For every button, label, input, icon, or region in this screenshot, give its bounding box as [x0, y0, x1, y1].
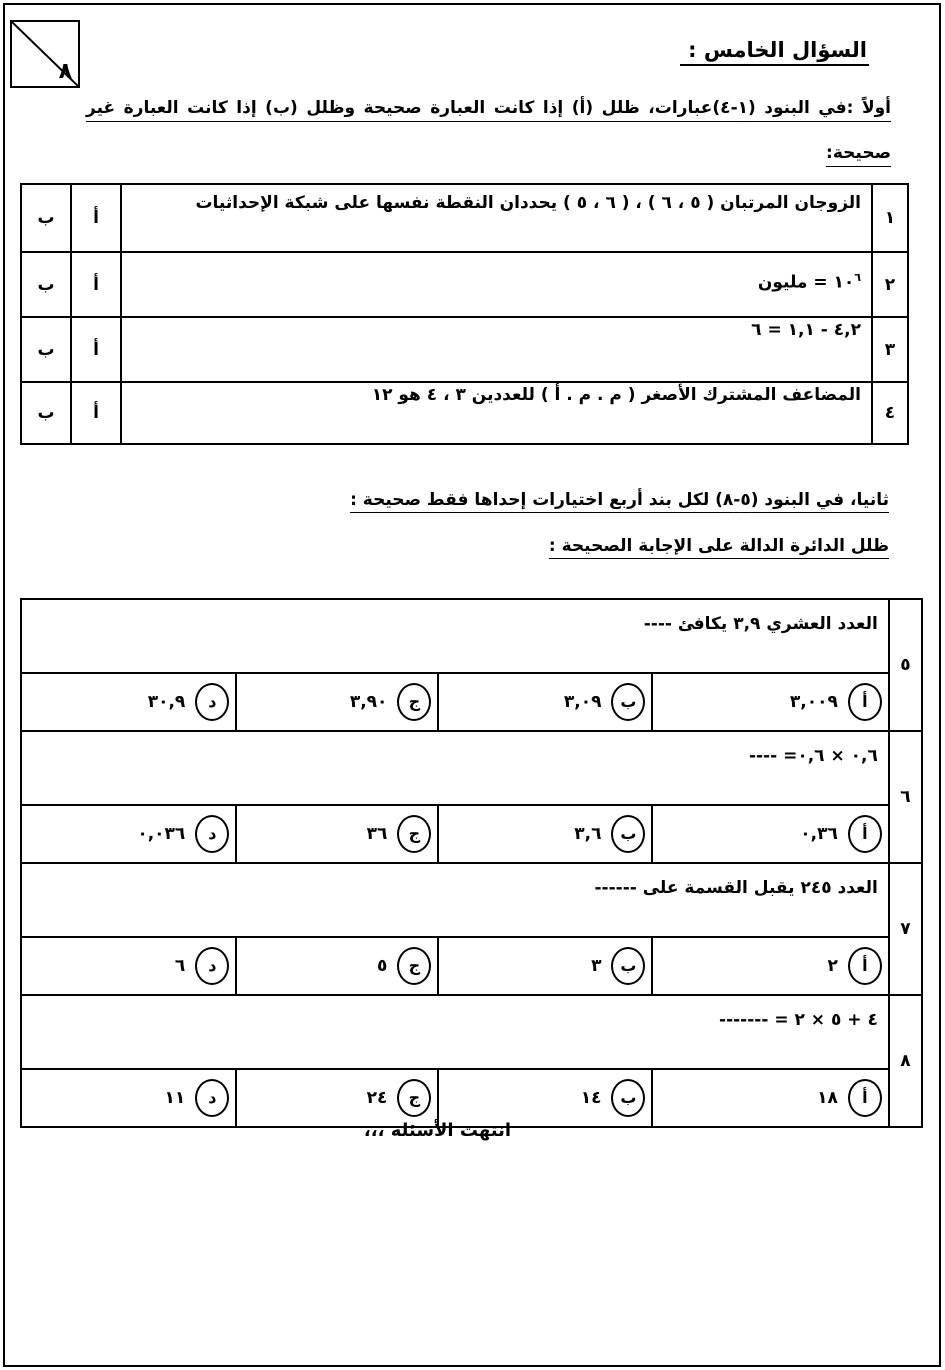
option-cell[interactable] — [438, 673, 652, 731]
table-row — [21, 184, 908, 252]
table-row — [21, 252, 908, 317]
question-stem-row — [21, 731, 922, 805]
question-stem: العدد ٢٤٥ يقبل القسمة على ------ — [21, 863, 889, 937]
statement — [121, 252, 872, 317]
option-value: ٠,٠٣٦ — [137, 824, 186, 844]
true-false-table — [20, 183, 909, 445]
option-value: ٦ — [174, 956, 186, 976]
end-text: انتهت الأسئلة ،،، — [363, 1120, 512, 1141]
choice-b[interactable]: ب — [21, 184, 71, 252]
options-row — [21, 937, 922, 995]
option-cell[interactable] — [652, 673, 888, 731]
choice-a[interactable]: أ — [71, 382, 121, 444]
question-title: السؤال الخامس : — [680, 38, 869, 66]
power-exponent: ٦ — [854, 271, 861, 284]
option-circle[interactable]: أ — [848, 815, 882, 853]
question-stem-row — [21, 599, 922, 673]
option-cell[interactable] — [21, 937, 236, 995]
option-circle[interactable]: ج — [397, 683, 431, 721]
choice-a[interactable]: أ — [71, 252, 121, 317]
option-circle[interactable]: د — [195, 947, 229, 985]
statement: ٤,٢ - ١,١ = ٦ — [121, 317, 872, 382]
options-row — [21, 1069, 922, 1127]
choice-a[interactable]: أ — [71, 317, 121, 382]
option-circle[interactable]: أ — [848, 683, 882, 721]
question-number: ٥ — [889, 599, 922, 731]
option-circle[interactable]: ب — [611, 947, 645, 985]
option-value: ٣,٠٩ — [563, 692, 602, 712]
option-cell[interactable] — [21, 805, 236, 863]
option-cell[interactable] — [21, 1069, 236, 1127]
item-number: ٣ — [872, 317, 908, 382]
option-value: ٣٦ — [366, 824, 388, 844]
choice-b[interactable]: ب — [21, 382, 71, 444]
option-circle[interactable]: د — [195, 1079, 229, 1117]
question-stem: ٠,٦ × ٠,٦= ---- — [21, 731, 889, 805]
score-box — [10, 20, 80, 88]
option-cell[interactable] — [236, 673, 438, 731]
option-value: ١١ — [164, 1088, 186, 1108]
option-value: ١٤ — [580, 1088, 602, 1108]
option-value: ٥ — [377, 956, 388, 976]
table-row — [21, 317, 908, 382]
power-base: ١٠ — [833, 272, 855, 293]
option-cell[interactable] — [652, 805, 888, 863]
choice-a[interactable]: أ — [71, 184, 121, 252]
option-value: ٣,٩٠ — [349, 692, 388, 712]
question-stem: العدد العشري ٣,٩ يكافئ ---- — [21, 599, 889, 673]
option-value: ٣,٠٠٩ — [789, 692, 838, 712]
option-value: ١٨ — [817, 1088, 838, 1108]
part1-instructions — [86, 86, 891, 176]
option-value: ٣ — [591, 956, 602, 976]
option-cell[interactable] — [21, 673, 236, 731]
question-stem-row — [21, 995, 922, 1069]
option-circle[interactable]: ب — [611, 815, 645, 853]
option-value: ٣,٦ — [574, 824, 602, 844]
option-cell[interactable] — [236, 805, 438, 863]
option-cell[interactable] — [236, 1069, 438, 1127]
options-row — [21, 673, 922, 731]
option-value: ٢٤ — [366, 1088, 388, 1108]
question-stem: ٤ + ٥ × ٢ = ------- — [21, 995, 889, 1069]
option-cell[interactable] — [438, 1069, 652, 1127]
statement: المضاعف المشترك الأصغر ( م . م . أ ) للعددين ٣ ، ٤ هو ١٢ — [121, 382, 872, 444]
option-value: ٠,٣٦ — [800, 824, 838, 844]
item-number: ١ — [872, 184, 908, 252]
option-circle[interactable]: ج — [397, 1079, 431, 1117]
option-circle[interactable]: ب — [611, 1079, 645, 1117]
choice-b[interactable]: ب — [21, 252, 71, 317]
statement-text: = مليون — [757, 272, 828, 293]
option-circle[interactable]: ج — [397, 947, 431, 985]
part2-subheading: ظلل الدائرة الدالة على الإجابة الصحيحة : — [548, 536, 889, 556]
option-circle[interactable]: ب — [611, 683, 645, 721]
multiple-choice-table — [20, 598, 923, 1128]
item-number: ٤ — [872, 382, 908, 444]
option-circle[interactable]: ج — [397, 815, 431, 853]
question-number: ٦ — [889, 731, 922, 863]
option-value: ٢ — [827, 956, 838, 976]
option-cell[interactable] — [652, 1069, 888, 1127]
instruction-text: أولاً :في البنود (١-٤)عبارات، ظلل (أ) إذا كانت العبارة صحيحة وظلل (ب) إذا كانت العبارة غير صحيحة: — [86, 98, 891, 163]
question-number: ٨ — [889, 995, 922, 1127]
item-number: ٢ — [872, 252, 908, 317]
table-row — [21, 382, 908, 444]
option-circle[interactable]: د — [195, 683, 229, 721]
statement: الزوجان المرتبان ( ٥ ، ٦ ) ، ( ٦ ، ٥ ) يحددان النقطة نفسها على شبكة الإحداثيات — [121, 184, 872, 252]
choice-b[interactable]: ب — [21, 317, 71, 382]
part2-heading: ثانيا، في البنود (٥-٨) لكل بند أربع اختيارات إحداها فقط صحيحة : — [350, 490, 889, 510]
question-number: ٧ — [889, 863, 922, 995]
question-stem-row — [21, 863, 922, 937]
option-cell[interactable] — [438, 937, 652, 995]
option-cell[interactable] — [236, 937, 438, 995]
score-value: ٨ — [58, 59, 72, 84]
option-cell[interactable] — [438, 805, 652, 863]
option-value: ٣٠,٩ — [147, 692, 186, 712]
option-circle[interactable]: أ — [848, 947, 882, 985]
option-circle[interactable]: د — [195, 815, 229, 853]
options-row — [21, 805, 922, 863]
option-cell[interactable] — [652, 937, 888, 995]
option-circle[interactable]: أ — [848, 1079, 882, 1117]
